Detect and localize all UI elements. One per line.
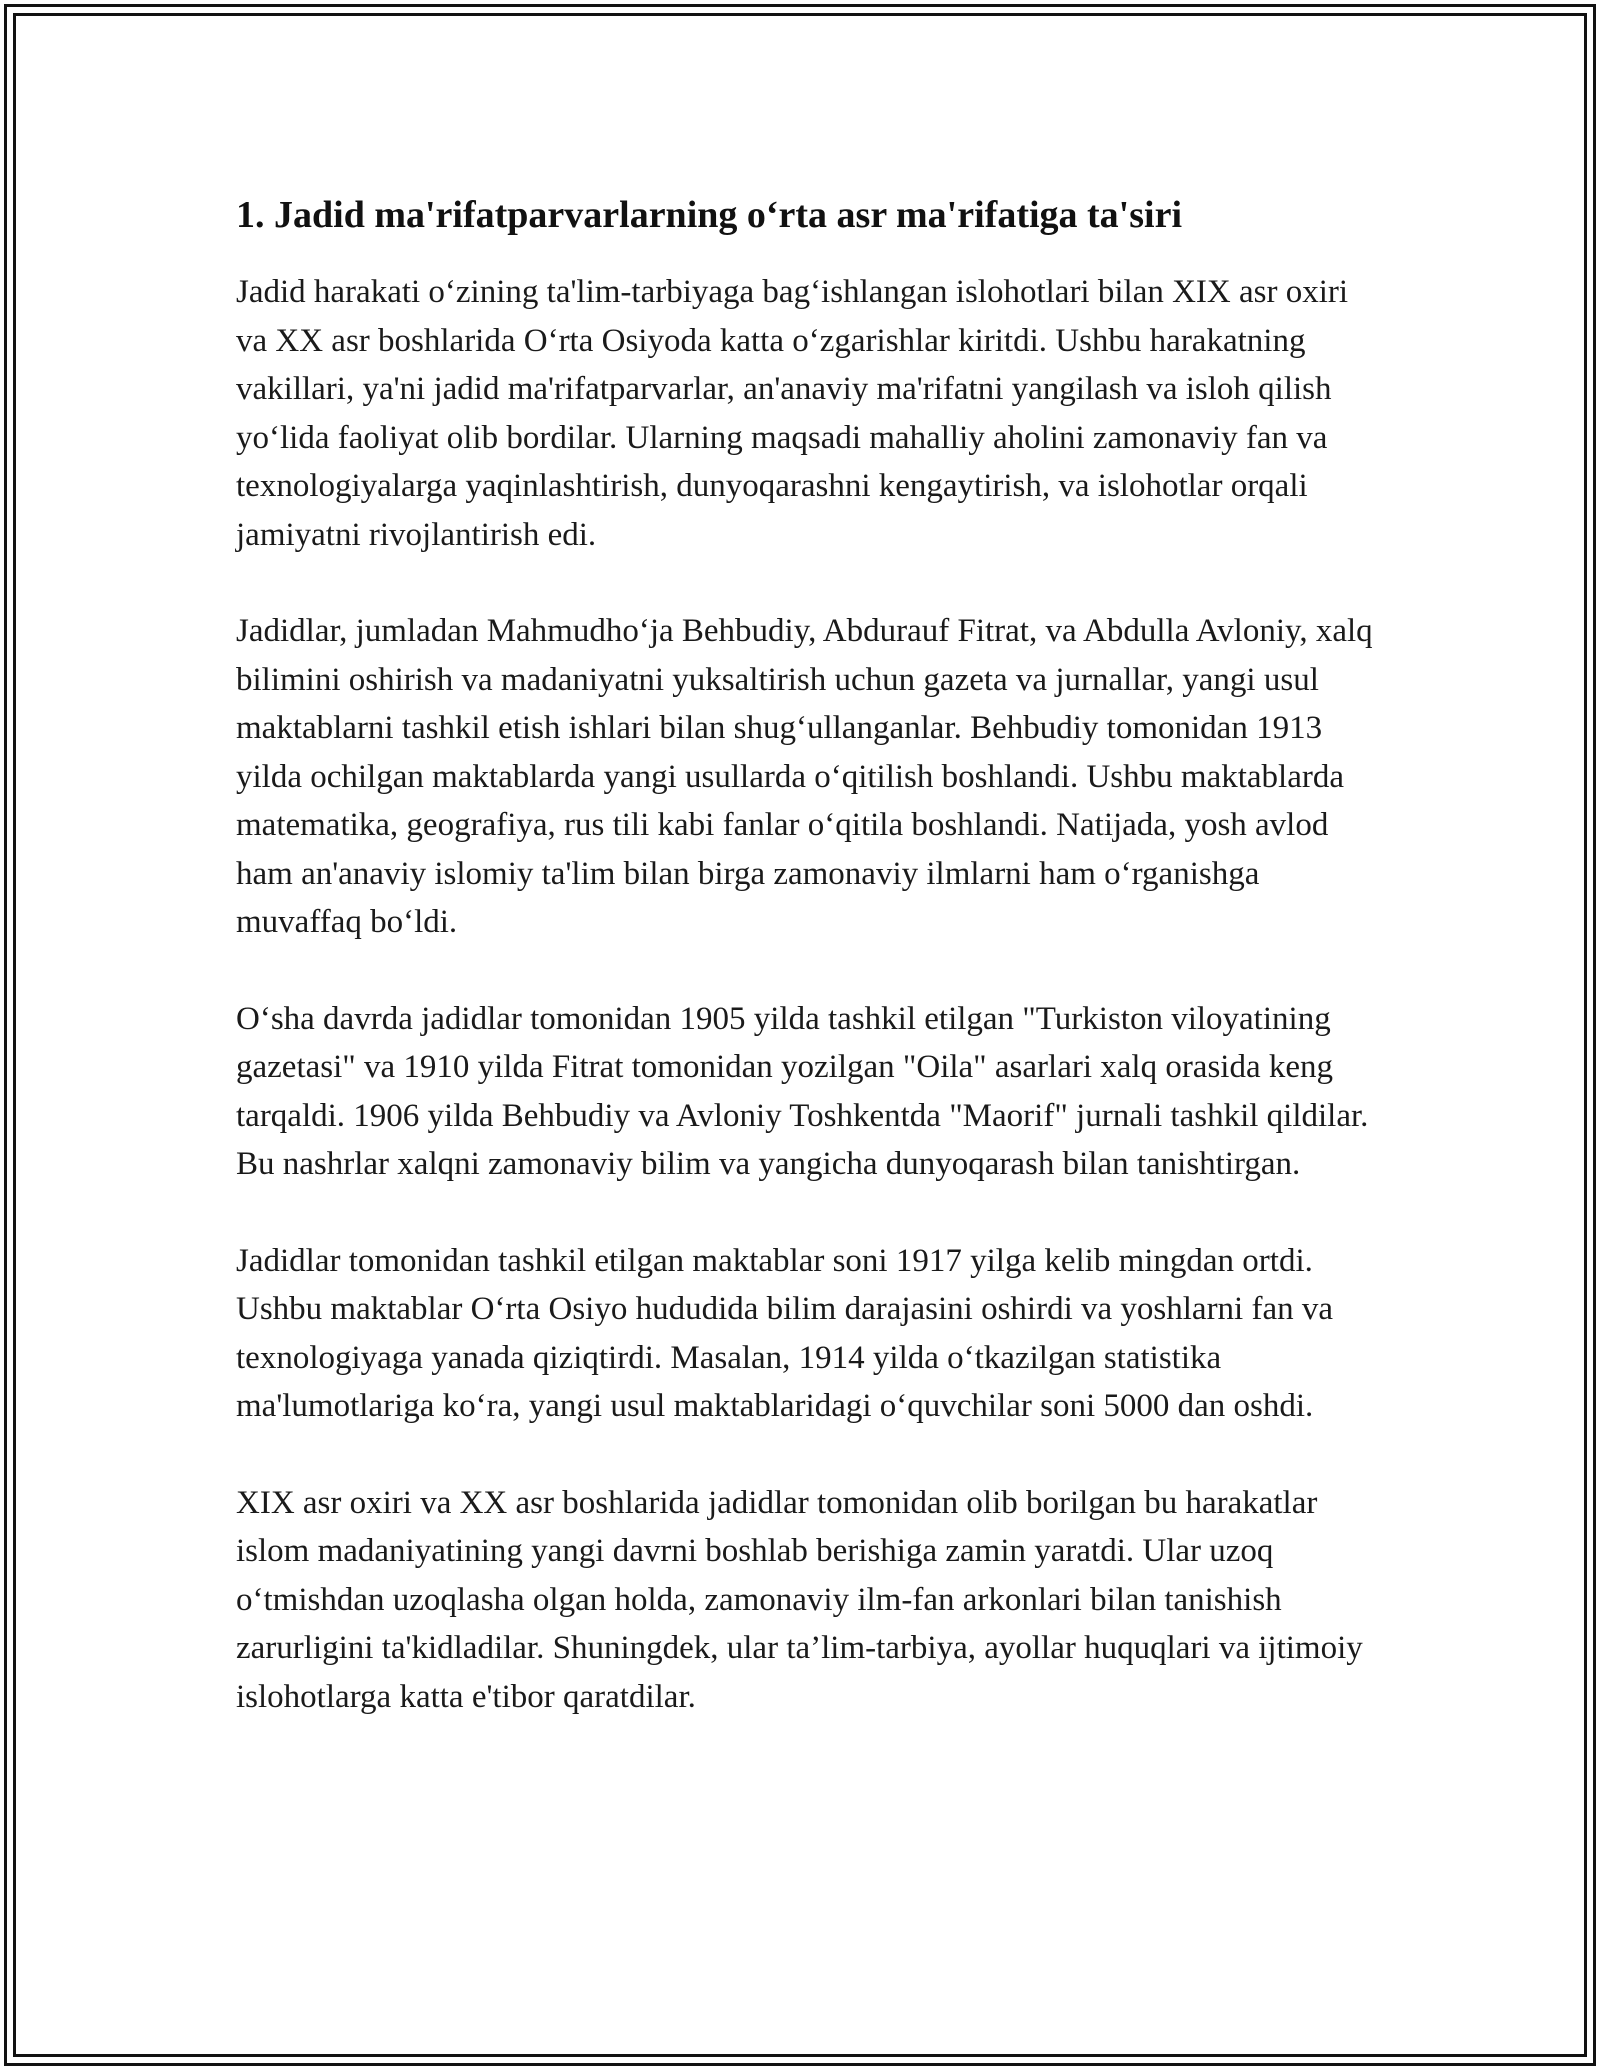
paragraph-4: Jadidlar tomonidan tashkil etilgan maktablar soni 1917 yilga kelib mingdan ortdi. Ushbu maktablar O‘rta Osiyo hududida bilim darajasini oshirdi va yoshlarni fan va texnologiyaga yanada qiziqtirdi. Masalan, 1914 yilda o‘tkazilgan statistika ma'lumotlariga ko‘ra, yangi usul maktablaridagi o‘quvchilar soni 5000 dan oshdi. xyxy=(236,1242,1334,1424)
paragraph-2: Jadidlar, jumladan Mahmudho‘ja Behbudiy, Abdurauf Fitrat, va Abdulla Avloniy, xalq bilimini oshirish va madaniyatni yuksaltirish uchun gazeta va jurnallar, yangi usul maktablarni tashkil etish ishlari bilan shug‘ullanganlar. Behbudiy tomonidan 1913 yilda ochilgan maktablarda yangi usullarda o‘qitilish boshlandi. Ushbu maktablarda matematika, geografiya, rus tili kabi fanlar o‘qitila boshlandi. Natijada, yosh avlod ham an'anaviy islomiy ta'lim bilan birga zamonaviy ilmlarni ham o‘rganishga muvaffaq bo‘ldi. xyxy=(236,613,1373,940)
paragraph-3: O‘sha davrda jadidlar tomonidan 1905 yilda tashkil etilgan "Turkiston viloyatining gazetasi" va 1910 yilda Fitrat tomonidan yozilgan "Oila" asarlari xalq orasida keng tarqaldi. 1906 yilda Behbudiy va Avloniy Toshkentda "Maorif" jurnali tashkil qildilar. Bu nashrlar xalqni zamonaviy bilim va yangicha dunyoqarash bilan tanishtirgan. xyxy=(236,1000,1369,1182)
paragraph-1: Jadid harakati o‘zining ta'lim-tarbiyaga bag‘ishlangan islohotlari bilan XIX asr oxiri va XX asr boshlarida O‘rta Osiyoda katta o‘zgarishlar kiritdi. Ushbu harakatning vakillari, ya'ni jadid ma'rifatparvarlar, an'anaviy ma'rifatni yangilash va isloh qilish yo‘lida faoliyat olib bordilar. Ularning maqsadi mahalliy aholini zamonaviy fan va texnologiyalarga yaqinlashtirish, dunyoqarashni kengaytirish, va islohotlar orqali jamiyatni rivojlantirish edi. xyxy=(236,274,1349,553)
paragraph-5: XIX asr oxiri va XX asr boshlarida jadidlar tomonidan olib borilgan bu harakatlar islom madaniyatining yangi davrni boshlab berishiga zamin yaratdi. Ular uzoq o‘tmishdan uzoqlasha olgan holda, zamonaviy ilm-fan arkonlari bilan tanishish zarurligini ta'kidladilar. Shuningdek, ular ta’lim-tarbiya, ayollar huquqlari va ijtimoiy islohotlarga katta e'tibor qaratdilar. xyxy=(236,1484,1363,1715)
section-title: 1. Jadid ma'rifatparvarlarning o‘rta asr ma'rifatiga ta'siri xyxy=(236,194,1183,236)
document-body xyxy=(236,186,1376,1769)
